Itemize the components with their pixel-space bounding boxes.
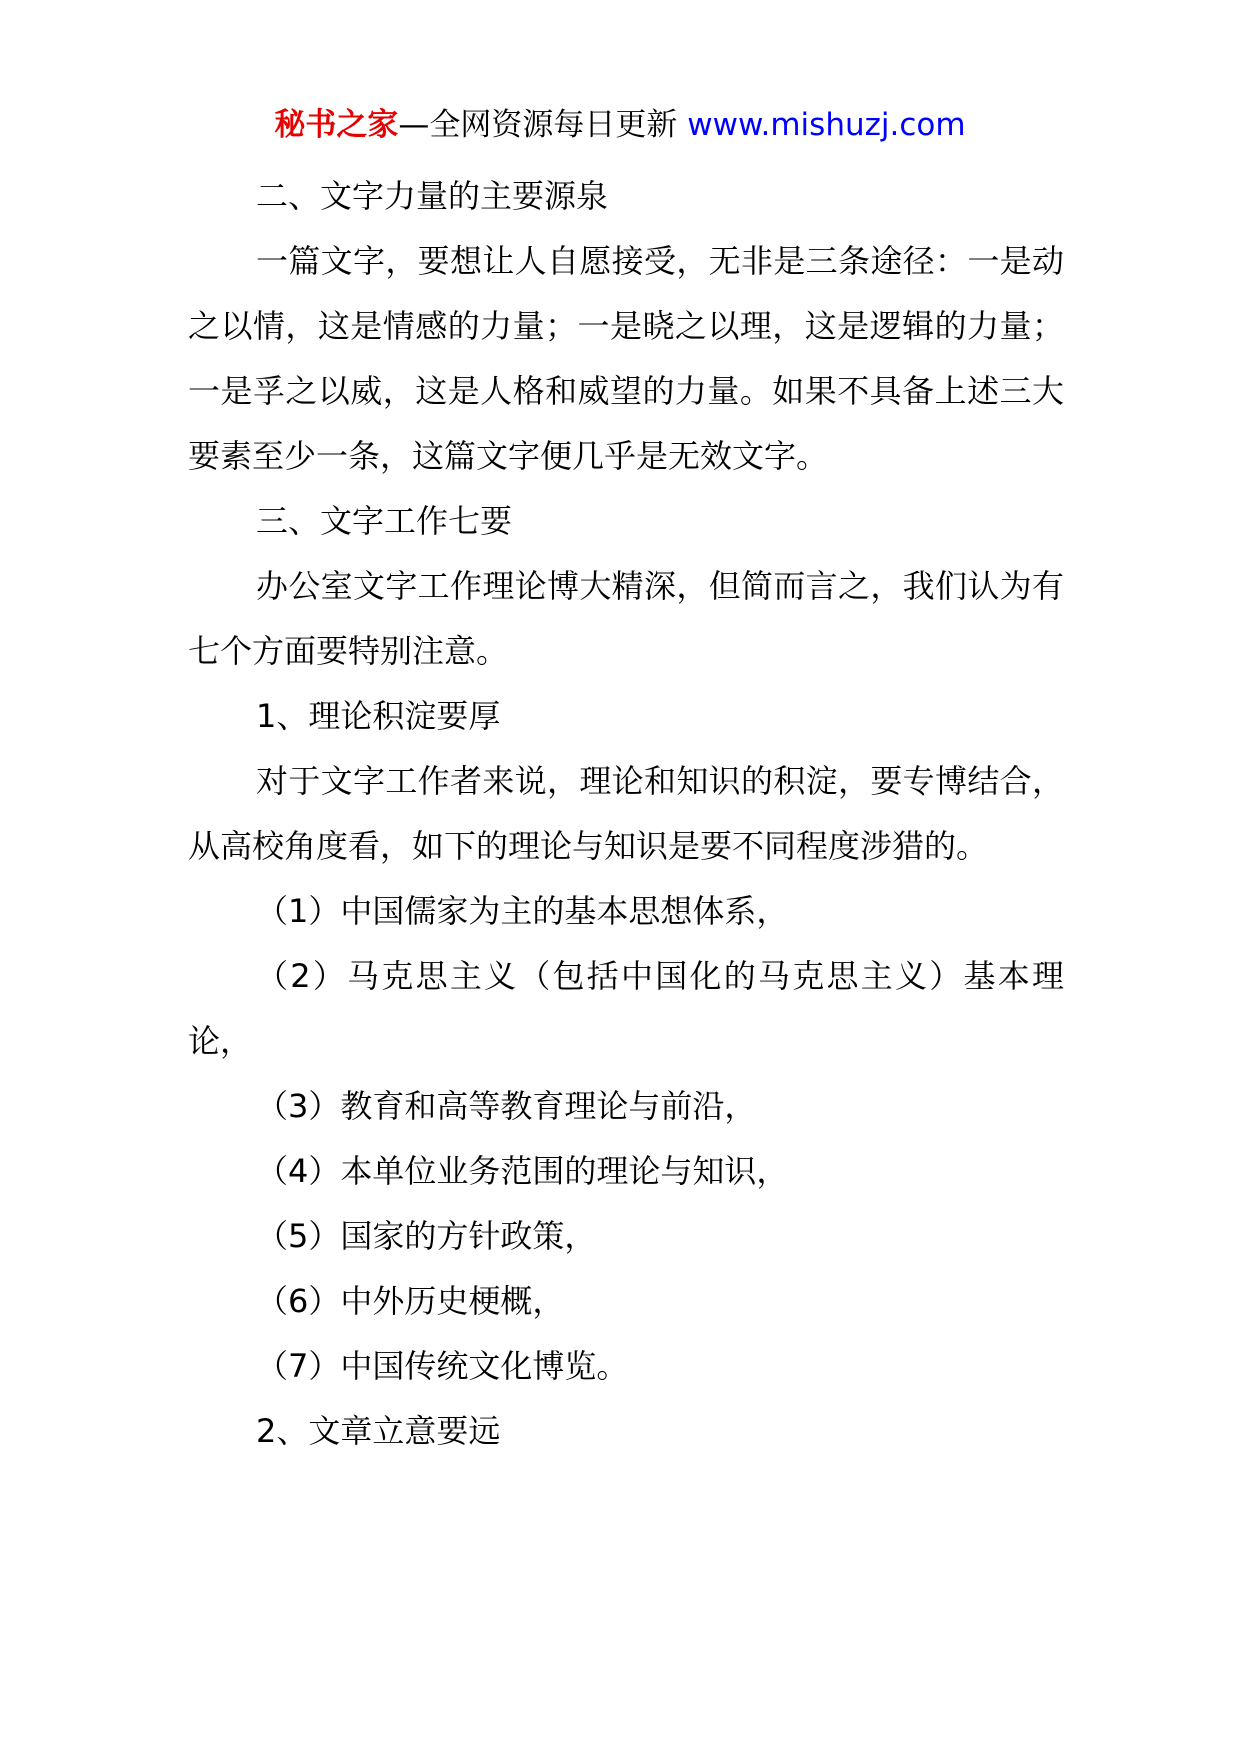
paragraph: 一篇文字，要想让人自愿接受，无非是三条途径：一是动之以情，这是情感的力量；一是晓之以理，这是逻辑的力量；一是孚之以威，这是人格和威望的力量。如果不具备上述三大要素至少一条，这篇文字便几乎是无效文字。 xyxy=(188,242,1064,475)
header-tagline: —全网资源每日更新 xyxy=(398,107,678,143)
section-heading-3: 三、文字工作七要 xyxy=(256,502,513,540)
document-body xyxy=(188,164,1064,1464)
list-item: （5）国家的方针政策， xyxy=(256,1217,597,1255)
paragraph: 办公室文字工作理论博大精深，但简而言之，我们认为有七个方面要特别注意。 xyxy=(188,567,1064,670)
subsection-heading-2: 2、文章立意要远 xyxy=(256,1412,501,1450)
brand-name: 秘书之家 xyxy=(274,107,399,143)
list-item: （1）中国儒家为主的基本思想体系， xyxy=(256,892,789,930)
page-header xyxy=(0,100,1240,150)
list-item: （4）本单位业务范围的理论与知识， xyxy=(256,1152,789,1190)
list-item: （7）中国传统文化博览。 xyxy=(256,1347,629,1385)
section-heading-2: 二、文字力量的主要源泉 xyxy=(256,177,609,215)
paragraph: 对于文字工作者来说，理论和知识的积淀，要专博结合，从高校角度看，如下的理论与知识是要不同程度涉猎的。 xyxy=(188,762,1064,865)
list-item: （3）教育和高等教育理论与前沿， xyxy=(256,1087,757,1125)
subsection-heading-1: 1、理论积淀要厚 xyxy=(256,697,501,735)
list-item: （2）马克思主义（包括中国化的马克思主义）基本理论， xyxy=(188,957,1064,1060)
website-link[interactable]: www.mishuzj.com xyxy=(687,107,966,143)
list-item: （6）中外历史梗概， xyxy=(256,1282,565,1320)
